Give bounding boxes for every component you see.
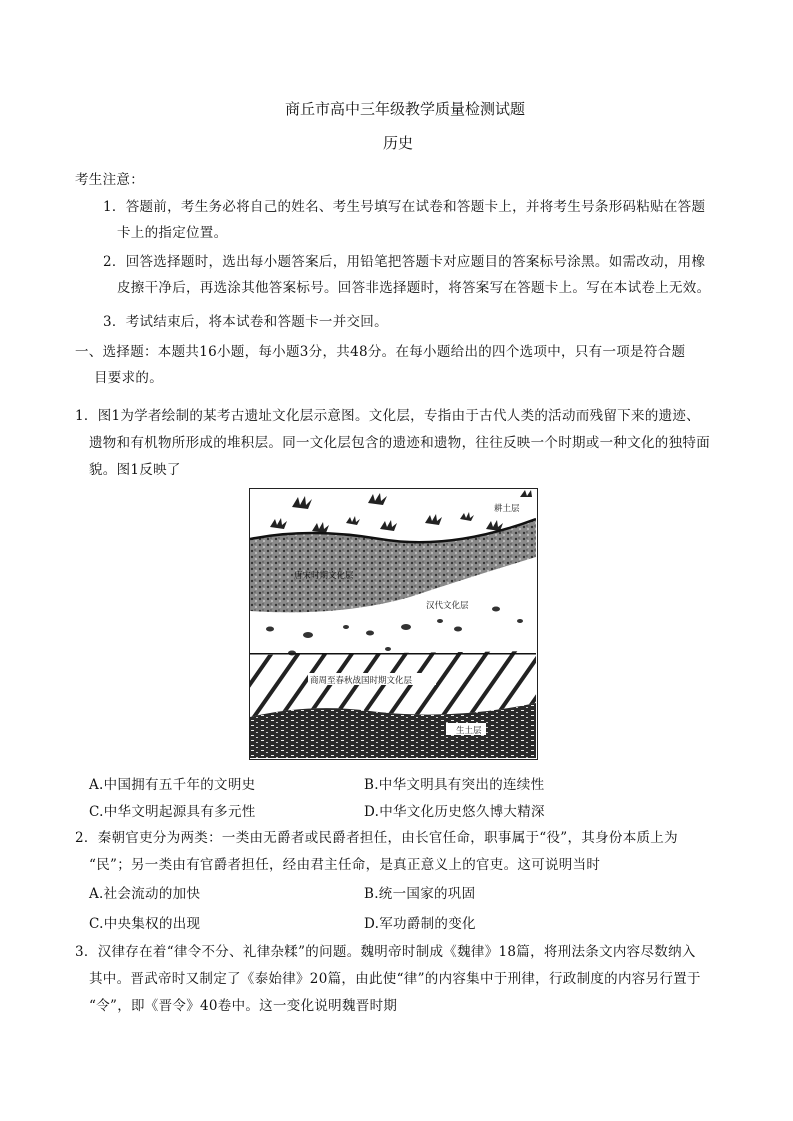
q1-stem-line-2: 遗物和有机物所形成的堆积层。同一文化层包含的遗迹和遗物，往往反映一个时期或一种文化的独特面 bbox=[89, 435, 710, 451]
layer-label-han: 汉代文化层 bbox=[426, 601, 469, 611]
subject-title: 历史 bbox=[383, 134, 414, 152]
q1-option-b: B.中华文明具有突出的连续性 bbox=[364, 777, 545, 793]
han-layer bbox=[266, 607, 523, 656]
notice-item-1-line-2: 卡上的指定位置。 bbox=[117, 225, 228, 241]
layer-label-tang-song: 唐宋时期文化层 bbox=[294, 571, 354, 581]
q2-option-d: D.军功爵制的变化 bbox=[364, 916, 476, 932]
notice-item-2-line-1: 2．回答选择题时，选出每小题答案后，用铅笔把答题卡对应题目的答案标号涂黑。如需改动，用橡 bbox=[103, 254, 706, 270]
q1-stem-line-1: 1．图1为学者绘制的某考古遗址文化层示意图。文化层，专指由于古代人类的活动而残留下来的遗迹、 bbox=[75, 408, 700, 424]
q3-stem-line-3: “令”，即《晋令》40卷中。这一变化说明魏晋时期 bbox=[89, 998, 398, 1014]
layer-label-topsoil: 耕土层 bbox=[494, 504, 520, 514]
section-heading-line-1: 一、选择题：本题共16小题，每小题3分，共48分。在每小题给出的四个选项中，只有一项是符合题 bbox=[75, 344, 686, 360]
q2-stem-line-1: 2．秦朝官吏分为两类：一类由无爵者或民爵者担任，由长官任命，职事属于“役”，其身份本质上为 bbox=[75, 830, 678, 846]
q1-option-a: A.中国拥有五千年的文明史 bbox=[89, 777, 256, 793]
topsoil-layer bbox=[270, 490, 532, 533]
q2-option-c: C.中央集权的出现 bbox=[89, 916, 201, 932]
q1-option-d: D.中华文化历史悠久博大精深 bbox=[364, 804, 545, 820]
q1-stem-line-3: 貌。图1反映了 bbox=[89, 462, 181, 478]
q3-stem-line-1: 3．汉律存在着“律令不分、礼律杂糅”的问题。魏明帝时制成《魏律》18篇，将刑法条文内容尽数纳入 bbox=[75, 944, 696, 960]
layer-label-shang-zhou: 商周至春秋战国时期文化层 bbox=[310, 676, 413, 686]
section-heading-line-2: 目要求的。 bbox=[94, 370, 163, 386]
layer-label-raw-soil: 生土层 bbox=[456, 726, 482, 736]
notice-item-3: 3．考试结束后，将本试卷和答题卡一并交回。 bbox=[103, 314, 388, 330]
notice-item-1-line-1: 1．答题前，考生务必将自己的姓名、考生号填写在试卷和答题卡上，并将考生号条形码粘贴在答题 bbox=[103, 199, 706, 215]
q2-option-a: A.社会流动的加快 bbox=[89, 886, 201, 902]
notice-heading: 考生注意： bbox=[75, 172, 144, 188]
notice-item-2-line-2: 皮擦干净后，再选涂其他答案标号。回答非选择题时，将答案写在答题卡上。写在本试卷上无效。 bbox=[117, 280, 711, 296]
q1-option-c: C.中华文明起源具有多元性 bbox=[89, 804, 256, 820]
q2-stem-line-2: “民”；另一类由有官爵者担任，经由君主任命，是真正意义上的官吏。这可说明当时 bbox=[89, 857, 601, 873]
exam-title: 商丘市高中三年级教学质量检测试题 bbox=[285, 100, 526, 118]
q3-stem-line-2: 其中。晋武帝时又制定了《泰始律》20篇，由此使“律”的内容集中于刑律，行政制度的内容另行置于 bbox=[89, 971, 701, 987]
q2-option-b: B.统一国家的巩固 bbox=[364, 886, 476, 902]
stratigraphy-figure bbox=[249, 488, 538, 760]
